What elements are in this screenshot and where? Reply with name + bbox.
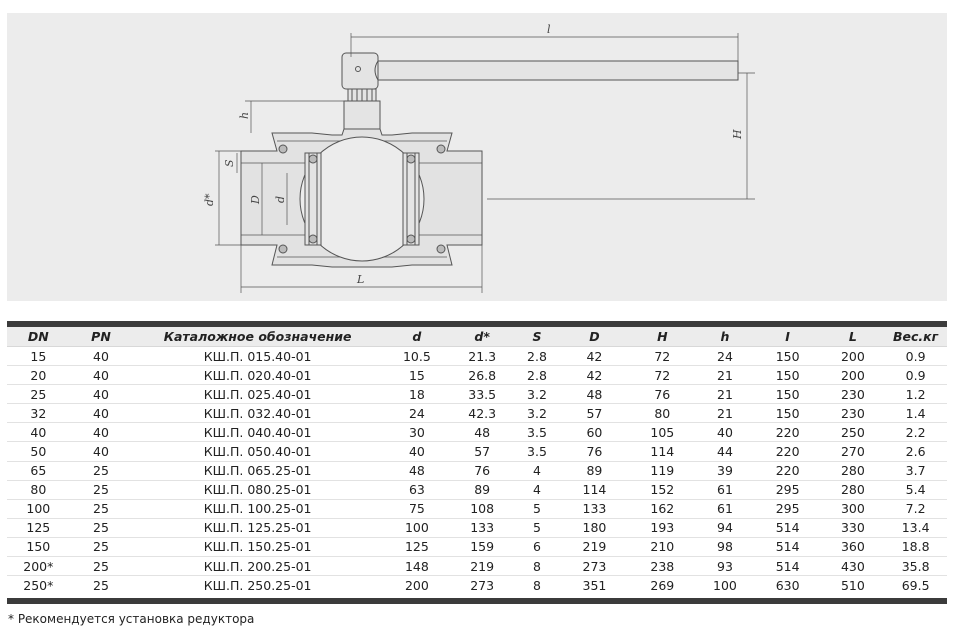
table-cell: 63 [383, 480, 451, 499]
table-cell: 193 [628, 518, 696, 537]
table-cell: 630 [775, 577, 800, 593]
table-cell: 18 [383, 385, 451, 404]
valve-drawing-svg [7, 13, 947, 301]
table-cell: 57 [451, 442, 514, 461]
table-cell: 25 [70, 461, 133, 480]
table-cell: 148 [383, 557, 451, 576]
table-cell: 2.6 [884, 442, 947, 461]
table-cell: 269 [650, 577, 675, 593]
footnote: * Рекомендуется установка редуктора [8, 612, 255, 626]
table-cell: 108 [451, 499, 514, 518]
column-header: S [514, 327, 561, 347]
table-cell: 3.2 [514, 404, 561, 423]
table-cell: 280 [822, 480, 885, 499]
table-cell: 89 [451, 480, 514, 499]
table-cell: 273 [561, 557, 629, 576]
column-header: D [561, 327, 629, 347]
table-cell: 40 [696, 423, 753, 442]
table-cell: 125 [383, 537, 451, 556]
table-cell: 133 [561, 499, 629, 518]
table-cell: 25 [70, 557, 133, 576]
table-cell: КШ.П. 040.40-01 [132, 423, 383, 442]
column-header: Каталожное обозначение [132, 327, 383, 347]
table-cell: 3.5 [514, 442, 561, 461]
table-bottom-rule [7, 598, 947, 604]
table-cell: КШ.П. 050.40-01 [132, 442, 383, 461]
table-cell: 1.2 [884, 385, 947, 404]
table-cell: КШ.П. 200.25-01 [132, 557, 383, 576]
table-cell: 42 [561, 347, 629, 366]
table-cell: 125 [7, 518, 70, 537]
table-cell: 200 [822, 366, 885, 385]
column-header: I [754, 327, 822, 347]
table-cell: 133 [451, 518, 514, 537]
table-row [7, 366, 947, 385]
column-header: PN [70, 327, 133, 347]
table-cell: 270 [822, 442, 885, 461]
table-cell: 0.9 [884, 347, 947, 366]
table-cell: 10.5 [383, 347, 451, 366]
valve-drawing [7, 13, 947, 301]
table-cell: 76 [451, 461, 514, 480]
table-cell: 75 [383, 499, 451, 518]
table-cell: 15 [7, 347, 70, 366]
table-cell: КШ.П. 250.25-01 [203, 577, 312, 593]
table-cell: 430 [822, 557, 885, 576]
table-cell: 150 [754, 347, 822, 366]
table-cell: 8 [533, 577, 541, 593]
table-cell: 351 [582, 577, 607, 593]
column-header: L [822, 327, 885, 347]
dim-label-D: D [249, 195, 262, 204]
table-row [7, 347, 947, 366]
table-cell: 100 [713, 577, 737, 593]
table-cell: 200 [822, 347, 885, 366]
table-cell: 295 [754, 499, 822, 518]
table-cell: 25 [70, 537, 133, 556]
table-cell: 0.9 [884, 366, 947, 385]
dim-label-S: S [223, 159, 236, 167]
table-cell: 219 [451, 557, 514, 576]
table-cell: 210 [628, 537, 696, 556]
seat-left [305, 153, 321, 245]
table-cell: 40 [70, 366, 133, 385]
table-cell: 48 [561, 385, 629, 404]
column-header: DN [7, 327, 70, 347]
table-cell: 250 [822, 423, 885, 442]
table-cell: 6 [514, 537, 561, 556]
table-cell: 330 [822, 518, 885, 537]
table-cell: 48 [383, 461, 451, 480]
table-row [7, 461, 947, 480]
table-cell: 76 [628, 385, 696, 404]
dim-label-H: H [731, 129, 744, 139]
table-cell: 25 [70, 480, 133, 499]
table-row [7, 576, 947, 595]
table-cell: 219 [561, 537, 629, 556]
table-cell: 42 [561, 366, 629, 385]
table-cell: 25 [7, 385, 70, 404]
table-cell: 230 [822, 404, 885, 423]
table-cell: 93 [696, 557, 753, 576]
table-cell: 30 [383, 423, 451, 442]
table-cell: 5.4 [884, 480, 947, 499]
table-cell: 35.8 [884, 557, 947, 576]
table-cell: 2.2 [884, 423, 947, 442]
table-cell: 114 [628, 442, 696, 461]
table-row [7, 518, 947, 537]
table-cell: 114 [561, 480, 629, 499]
handle-lever [378, 61, 738, 80]
table-cell: 514 [754, 537, 822, 556]
table-cell: 72 [628, 347, 696, 366]
table-cell: КШ.П. 150.25-01 [132, 537, 383, 556]
table-cell: КШ.П. 065.25-01 [132, 461, 383, 480]
table-cell: 40 [70, 442, 133, 461]
table-body [7, 347, 947, 595]
table-cell: 162 [628, 499, 696, 518]
table-cell: 2.8 [514, 347, 561, 366]
table-cell: 65 [7, 461, 70, 480]
table-cell: 80 [7, 480, 70, 499]
table-cell: 200* [7, 557, 70, 576]
table-cell: 21 [696, 366, 753, 385]
table-cell: 5 [514, 518, 561, 537]
table-cell: 80 [628, 404, 696, 423]
table-cell: 25 [70, 518, 133, 537]
table-cell: 39 [696, 461, 753, 480]
table-cell: 21.3 [451, 347, 514, 366]
table-cell: 220 [754, 423, 822, 442]
column-header: h [696, 327, 753, 347]
column-header: Вес.кг [884, 327, 947, 347]
table-cell: 13.4 [884, 518, 947, 537]
table-cell: 94 [696, 518, 753, 537]
table-cell: 280 [822, 461, 885, 480]
table-cell: 180 [561, 518, 629, 537]
table-cell: 150 [7, 537, 70, 556]
table-cell: 2.8 [514, 366, 561, 385]
table-row [7, 499, 947, 518]
table-cell: КШ.П. 015.40-01 [132, 347, 383, 366]
table-cell: 150 [754, 404, 822, 423]
table-row [7, 423, 947, 442]
table-cell: 4 [514, 480, 561, 499]
table-cell: 89 [561, 461, 629, 480]
seat-right [403, 153, 419, 245]
table-cell: 119 [628, 461, 696, 480]
table-cell: 1.4 [884, 404, 947, 423]
table-cell: 15 [383, 366, 451, 385]
table-cell: 4 [514, 461, 561, 480]
table-cell: 238 [628, 557, 696, 576]
table-cell: КШ.П. 125.25-01 [132, 518, 383, 537]
table-cell: 21 [696, 385, 753, 404]
table-cell: 300 [822, 499, 885, 518]
table-cell: 69.5 [901, 577, 930, 593]
table-cell: 40 [70, 385, 133, 404]
table-cell: 25 [93, 577, 109, 593]
spec-table [7, 327, 947, 594]
table-cell: 159 [451, 537, 514, 556]
dim-label-L: L [357, 273, 365, 286]
table-cell: 21 [696, 404, 753, 423]
table-cell: 100 [7, 499, 70, 518]
table-cell: 150 [754, 385, 822, 404]
table-cell: 24 [696, 347, 753, 366]
table-cell: 40 [7, 423, 70, 442]
table-cell: 40 [70, 347, 133, 366]
table-cell: 100 [383, 518, 451, 537]
table-cell: 3.2 [514, 385, 561, 404]
table-cell: 150 [754, 366, 822, 385]
table-cell: 230 [822, 385, 885, 404]
table-cell: 48 [451, 423, 514, 442]
table-cell: 514 [754, 557, 822, 576]
table-cell: 220 [754, 461, 822, 480]
table-cell: 44 [696, 442, 753, 461]
table-cell: 57 [561, 404, 629, 423]
table-row [7, 404, 947, 423]
table-cell: 5 [514, 499, 561, 518]
table-cell: 40 [383, 442, 451, 461]
dim-label-l-top: l [547, 23, 551, 36]
table-cell: 32 [7, 404, 70, 423]
table-cell: 25 [70, 499, 133, 518]
table-cell: 20 [7, 366, 70, 385]
column-header: H [628, 327, 696, 347]
table-cell: КШ.П. 025.40-01 [132, 385, 383, 404]
spec-table-wrapper [7, 321, 947, 604]
table-cell: 40 [70, 423, 133, 442]
column-header: d [383, 327, 451, 347]
table-cell: 510 [840, 577, 865, 593]
table-cell: 105 [628, 423, 696, 442]
table-row [7, 537, 947, 556]
table-cell: 273 [470, 577, 495, 593]
table-cell: 250* [23, 577, 54, 593]
table-cell: 61 [696, 499, 753, 518]
table-cell: 33.5 [451, 385, 514, 404]
column-header: d* [451, 327, 514, 347]
table-cell: 72 [628, 366, 696, 385]
table-cell: 7.2 [884, 499, 947, 518]
table-row [7, 557, 947, 576]
table-header-row [7, 327, 947, 347]
table-cell: 200 [404, 577, 429, 593]
table-cell: 61 [696, 480, 753, 499]
table-cell: 152 [628, 480, 696, 499]
table-cell: 18.8 [884, 537, 947, 556]
table-cell: 76 [561, 442, 629, 461]
table-cell: 295 [754, 480, 822, 499]
dim-label-d-star: d* [203, 193, 216, 206]
table-cell: КШ.П. 020.40-01 [132, 366, 383, 385]
table-cell: 60 [561, 423, 629, 442]
table-row [7, 385, 947, 404]
table-cell: 3.7 [884, 461, 947, 480]
table-cell: КШ.П. 100.25-01 [132, 499, 383, 518]
table-row [7, 442, 947, 461]
table-cell: 220 [754, 442, 822, 461]
table-cell: 40 [70, 404, 133, 423]
dim-label-h: h [238, 111, 251, 119]
table-cell: 514 [754, 518, 822, 537]
table-cell: 98 [696, 537, 753, 556]
table-cell: 42.3 [451, 404, 514, 423]
table-cell: КШ.П. 080.25-01 [132, 480, 383, 499]
table-cell: 26.8 [451, 366, 514, 385]
table-cell: 3.5 [514, 423, 561, 442]
table-cell: 24 [383, 404, 451, 423]
table-row [7, 480, 947, 499]
table-cell: 50 [7, 442, 70, 461]
table-cell: КШ.П. 032.40-01 [132, 404, 383, 423]
table-cell: 8 [514, 557, 561, 576]
dim-label-d: d [274, 195, 287, 203]
table-cell: 360 [822, 537, 885, 556]
